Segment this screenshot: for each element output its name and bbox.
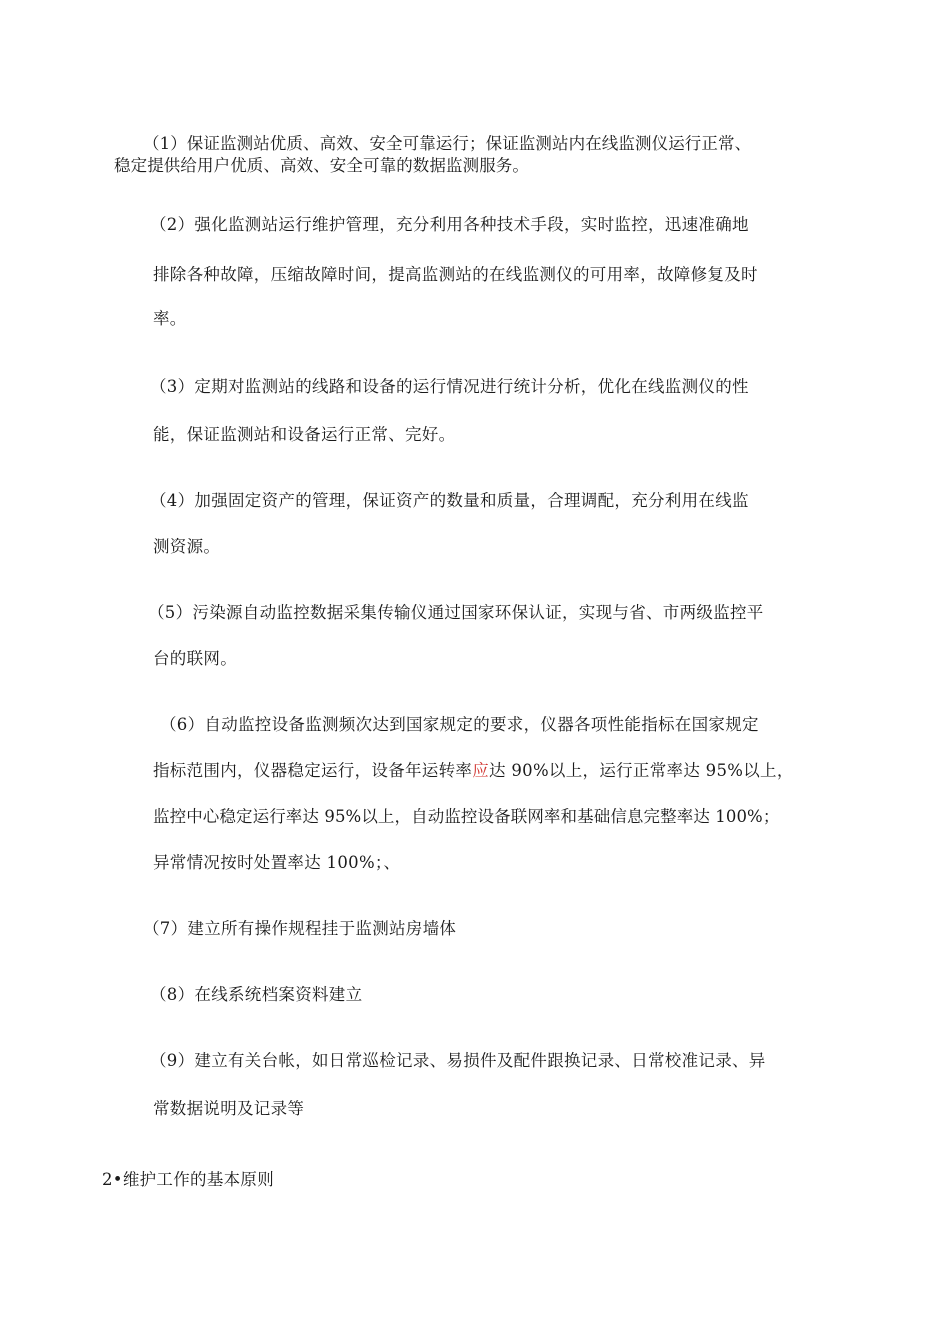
paragraph-1-line-1: （1）保证监测站优质、高效、安全可靠运行；保证监测站内在线监测仪运行正常、 <box>143 134 752 153</box>
paragraph-6-line-1: （6）自动监控设备监测频次达到国家规定的要求，仪器各项性能指标在国家规定 <box>160 715 759 734</box>
paragraph-4-line-2: 测资源。 <box>153 537 221 556</box>
paragraph-3-line-1: （3）定期对监测站的线路和设备的运行情况进行统计分析，优化在线监测仪的性 <box>150 377 749 396</box>
paragraph-2-line-2: 排除各种故障，压缩故障时间，提高监测站的在线监测仪的可用率，故障修复及时 <box>153 265 758 284</box>
section-heading: 2•维护工作的基本原则 <box>102 1170 275 1189</box>
paragraph-6-line-3: 监控中心稳定运行率达 95%以上，自动监控设备联网率和基础信息完整率达 100%； <box>153 807 780 826</box>
paragraph-6-line-4: 异常情况按时处置率达 100%；、 <box>153 853 401 872</box>
paragraph-6-line-2 <box>153 757 794 781</box>
paragraph-5-line-2: 台的联网。 <box>153 649 237 668</box>
paragraph-2-line-3: 率。 <box>153 309 187 328</box>
paragraph-3-line-2: 能，保证监测站和设备运行正常、完好。 <box>153 425 456 444</box>
paragraph-4-line-1: （4）加强固定资产的管理，保证资产的数量和质量，合理调配，充分利用在线监 <box>150 491 749 510</box>
paragraph-7: （7）建立所有操作规程挂于监测站房墙体 <box>143 919 457 938</box>
highlighted-word: 应 <box>472 761 490 780</box>
paragraph-9-line-1: （9）建立有关台帐，如日常巡检记录、易损件及配件跟换记录、日常校准记录、异 <box>150 1051 766 1070</box>
paragraph-1-line-2: 稳定提供给用户优质、高效、安全可靠的数据监测服务。 <box>114 156 529 175</box>
paragraph-8: （8）在线系统档案资料建立 <box>150 985 363 1004</box>
paragraph-5-line-1: （5）污染源自动监控数据采集传输仪通过国家环保认证，实现与省、市两级监控平 <box>148 603 764 622</box>
paragraph-9-line-2: 常数据说明及记录等 <box>153 1099 305 1118</box>
paragraph-2-line-1: （2）强化监测站运行维护管理，充分利用各种技术手段，实时监控，迅速准确地 <box>150 215 749 234</box>
paragraph-6-line-2-start: 指标范围内，仪器稳定运行，设备年运转率 <box>153 761 473 780</box>
paragraph-6-line-2-end: 达 90%以上，运行正常率达 95%以上， <box>489 761 794 780</box>
